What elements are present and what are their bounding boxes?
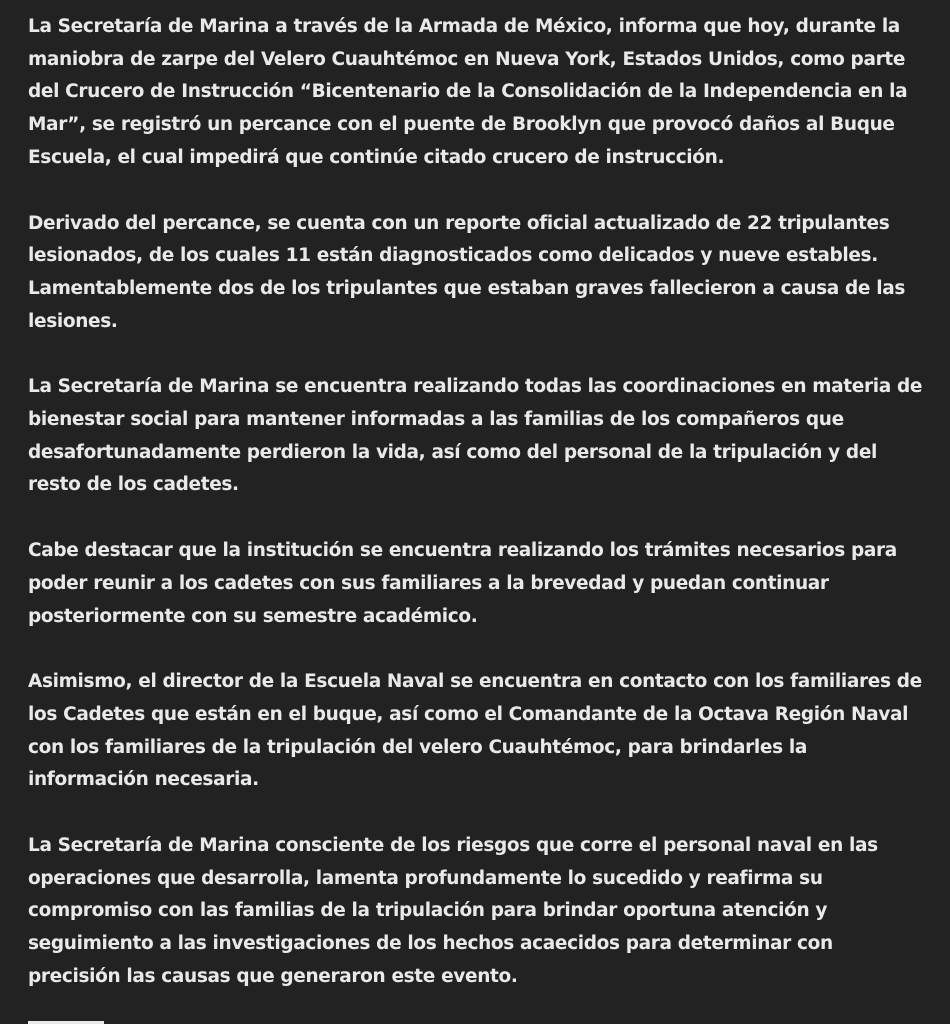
paragraph-5: Asimismo, el director de la Escuela Naval se encuentra en contacto con los familiares de los Cadetes que están en el buque, así como el Comandante de la Octava Región Naval con los familiares de la tripulación del velero Cuauhtémoc, para brindarles la información necesaria. xyxy=(28,671,922,791)
paragraph-2: Derivado del percance, se cuenta con un reporte oficial actualizado de 22 tripulantes lesionados, de los cuales 11 están diagnosticados como delicados y nueve estables. Lamentablemente dos de los tripulantes que estaban graves fallecieron a causa de las lesiones. xyxy=(28,212,905,332)
paragraph-1: La Secretaría de Marina a través de la Armada de México, informa que hoy, durante la maniobra de zarpe del Velero Cuauhtémoc en Nueva York, Estados Unidos, como parte del Crucero de Instrucción “Bicentenario de la Consolidación de la Independencia en la Mar”, se registró un percance con el puente de Brooklyn que provocó daños al Buque Escuela, el cual impedirá que continúe citado crucero de instrucción. xyxy=(28,16,908,168)
paragraph-3: La Secretaría de Marina se encuentra realizando todas las coordinaciones en materia de bienestar social para mantener informadas a las familias de los compañeros que desafortunadamente perdieron la vida, así como del personal de la tripulación y del resto de los cadetes. xyxy=(28,376,923,496)
paragraph-6: La Secretaría de Marina consciente de los riesgos que corre el personal naval en las operaciones que desarrolla, lamenta profundamente lo sucedido y reafirma su compromiso con las familias de la tripulación para brindar oportuna atención y seguimiento a las investigaciones de los hechos acaecidos para determinar con precisión las causas que generaron este evento. xyxy=(28,835,878,987)
paragraph-4: Cabe destacar que la institución se encuentra realizando los trámites necesarios para poder reunir a los cadetes con sus familiares a la brevedad y puedan continuar posteriormente con su semestre académico. xyxy=(28,540,897,627)
